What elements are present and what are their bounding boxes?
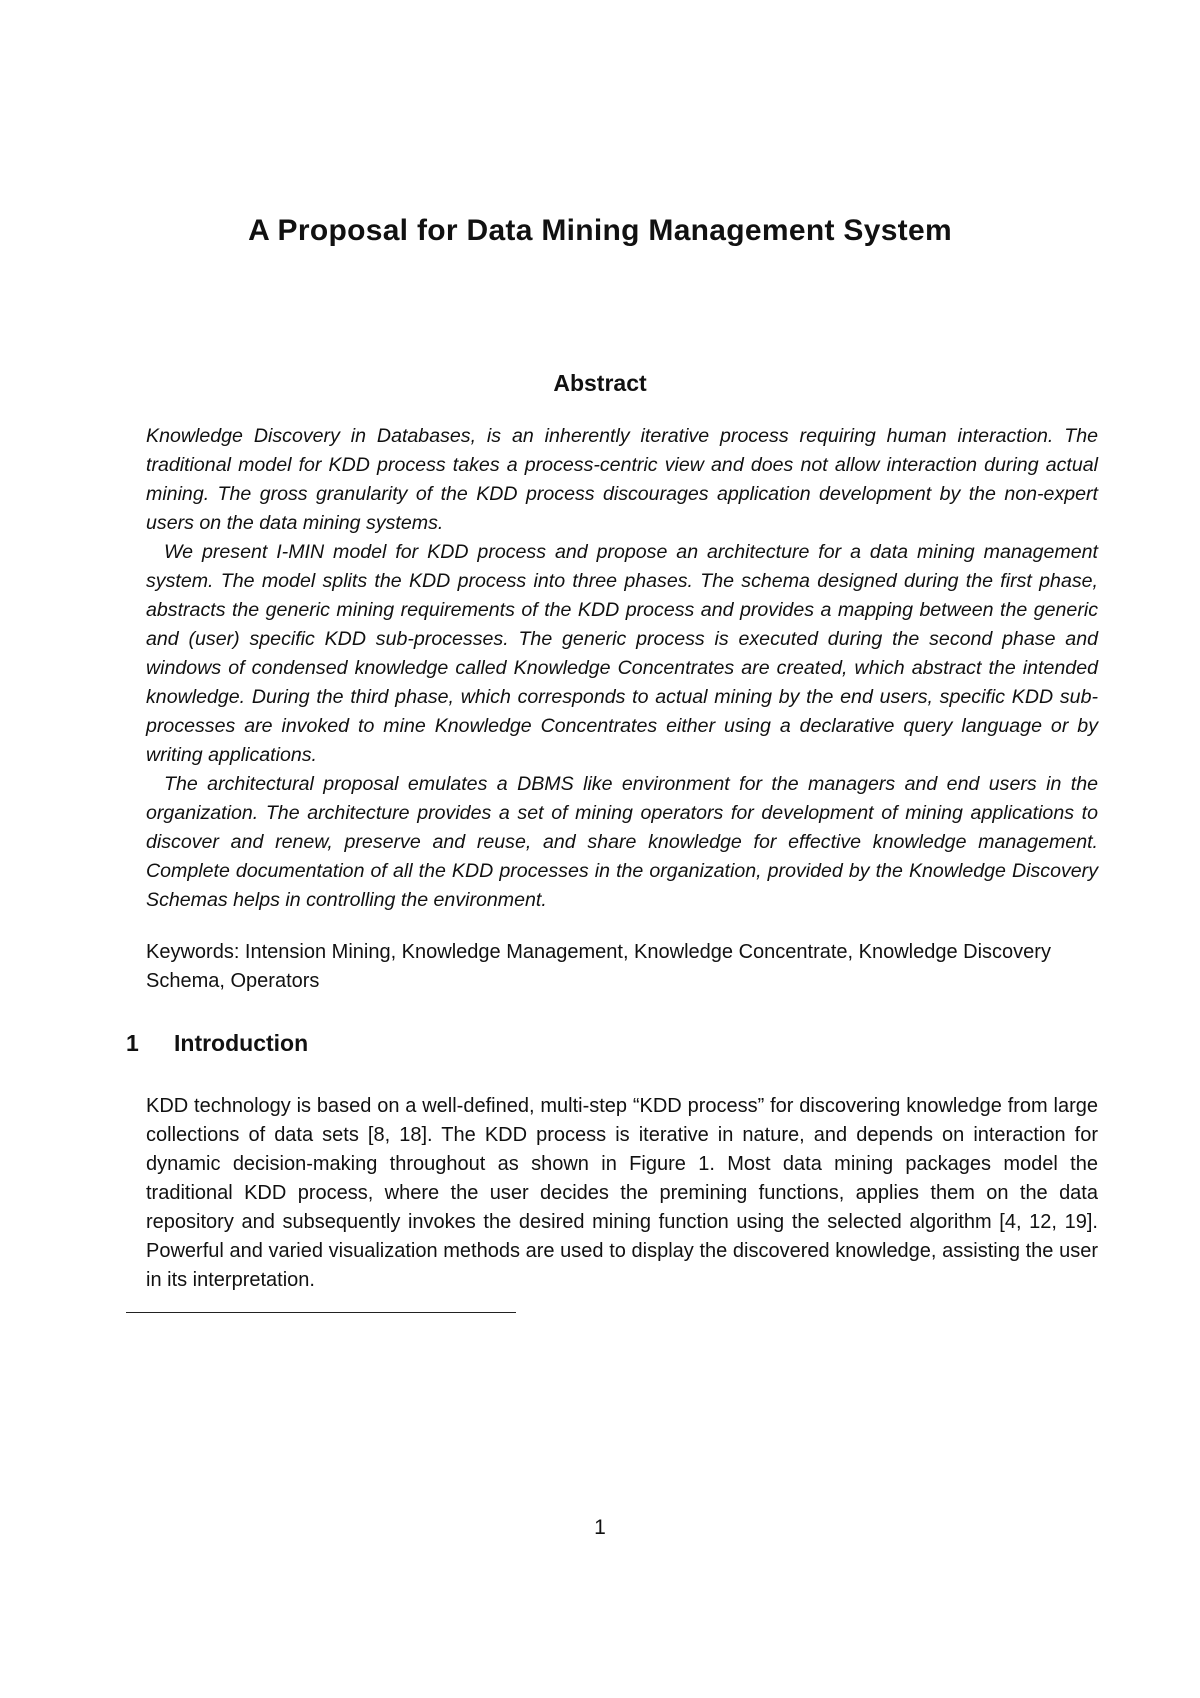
keywords: Keywords: Intension Mining, Knowledge Management, Knowledge Concentrate, Knowledge Discovery Schema, Operators bbox=[146, 941, 1051, 992]
introduction-paragraph: KDD technology is based on a well-defined, multi-step “KDD process” for discovering knowledge from large collections of data sets [8, 18]. The KDD process is iterative in nature, and depends on interaction for dynamic decision-making throughout as shown in Figure 1. Most data mining packages model the traditional KDD process, where the user decides the premining functions, applies them on the data repository and subsequently invokes the desired mining function using the selected algorithm [4, 12, 19]. Powerful and varied visualization methods are used to display the discovered knowledge, assisting the user in its interpretation. bbox=[146, 1095, 1098, 1291]
footnote-separator bbox=[126, 1312, 516, 1313]
section-title: Introduction bbox=[174, 1030, 309, 1056]
abstract-heading: Abstract bbox=[553, 370, 647, 396]
paper-title: A Proposal for Data Mining Management System bbox=[248, 214, 952, 247]
section-number: 1 bbox=[126, 1030, 139, 1056]
section-heading bbox=[126, 1030, 308, 1057]
abstract-paragraph: Knowledge Discovery in Databases, is an inherently iterative process requiring human interaction. The traditional model for KDD process takes a process-centric view and does not allow interaction during actual mining. The gross granularity of the KDD process discourages application development by the non-expert users on the data mining systems. bbox=[146, 425, 1098, 534]
abstract-paragraph: The architectural proposal emulates a DBMS like environment for the managers and end users in the organization. The architecture provides a set of mining operators for development of mining applications to discover and renew, preserve and reuse, and share knowledge for effective knowledge management. Complete documentation of all the KDD processes in the organization, provided by the Knowledge Discovery Schemas helps in controlling the environment. bbox=[146, 773, 1098, 911]
page-number: 1 bbox=[594, 1516, 606, 1539]
abstract-body bbox=[146, 422, 1098, 915]
abstract-paragraph: We present I-MIN model for KDD process and propose an architecture for a data mining management system. The model splits the KDD process into three phases. The schema designed during the first phase, abstracts the generic mining requirements of the KDD process and provides a mapping between the generic and (user) specific KDD sub-processes. The generic process is executed during the second phase and windows of condensed knowledge called Knowledge Concentrates are created, which abstract the intended knowledge. During the third phase, which corresponds to actual mining by the end users, specific KDD sub-processes are invoked to mine Knowledge Concentrates either using a declarative query language or by writing applications. bbox=[146, 541, 1098, 766]
